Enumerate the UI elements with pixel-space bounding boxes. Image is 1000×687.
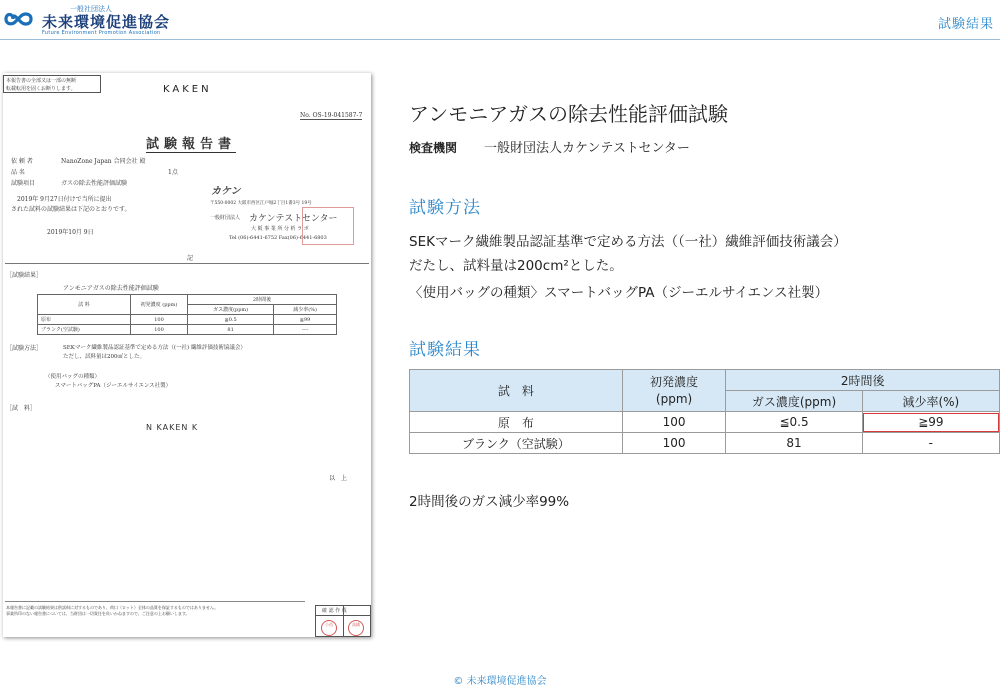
method-line: ただし、試料量は200㎠とした。 [63, 354, 145, 360]
approval-seal: 高橋 [348, 620, 364, 636]
org-name-english: Future Environment Promotion Association [42, 30, 161, 36]
infinity-logo-icon [4, 10, 38, 28]
report-brand: KAKEN [163, 84, 212, 95]
confirmation-box [315, 605, 371, 637]
cell-gas: 81 [726, 433, 862, 454]
cell-sample: ブランク（空試験） [410, 433, 623, 454]
result-table [409, 369, 1000, 454]
header-reduction-rate: 減少率(%) [862, 391, 999, 412]
cell-rate: - [862, 433, 999, 454]
product-value: 1点 [168, 169, 178, 176]
table-cell: ≦0.5 [188, 315, 274, 325]
cell-sample: 原 布 [410, 412, 623, 433]
lab-name: カケンテストセンター [249, 214, 338, 224]
header-after-2h: 2時間後 [726, 370, 1000, 391]
lab-address: 〒550-0002 大阪市西区江戸堀2丁目1番3号 19号 [210, 201, 312, 206]
header-initial [622, 370, 726, 412]
org-type-label: 一般社団法人 [70, 5, 112, 13]
lab-phone: Tel (06)-6441-6752 Fax(06)-6441-6803 [229, 235, 327, 241]
table-cell: ≧99 [274, 315, 337, 325]
item-value: ガスの除去性能評価試験 [61, 180, 128, 187]
page-title: アンモニアガスの除去性能評価試験 [409, 102, 728, 126]
approval-seal: 小西 [321, 620, 337, 636]
table-cell: 原布 [38, 315, 131, 325]
org-logo [4, 4, 171, 36]
cell-rate-highlighted: ≧99 [862, 412, 999, 433]
method-line: 〈使用バッグの種類〉スマートバッグPA（ジーエルサイエンス社製） [409, 285, 829, 301]
footnote-divider [5, 601, 305, 602]
method-line: SEKマーク繊維製品認証基準で定める方法（(一社) 繊維評価技術協議会） [63, 345, 246, 351]
method-line: SEKマーク繊維製品認証基準で定める方法（（一社）繊維評価技術議会） [409, 234, 847, 250]
notice-line: 転載転用を固くお断りします。 [6, 86, 76, 92]
notice-line: 本報告書の全部又は一部の無断 [6, 78, 77, 84]
lab-logo: カケン [211, 186, 241, 197]
method-heading: 試験方法 [409, 198, 481, 218]
sample-section-label: ［試 料］ [6, 405, 37, 412]
table-row [410, 412, 1000, 433]
intro-line: 2019年 9月27日付けで当所に提出 [17, 196, 112, 203]
method-section-label: ［試験方法］ [6, 345, 43, 352]
confirm-divider [343, 606, 344, 636]
th-initial: 初発濃度 (ppm) [131, 295, 188, 315]
result-section-label: ［試験結果］ [6, 272, 43, 279]
cell-initial: 100 [622, 412, 726, 433]
report-divider [5, 263, 369, 264]
table-cell: ブランク(空試験) [38, 325, 131, 335]
th-gas: ガス濃度(ppm) [188, 305, 274, 315]
footnote-line: 本報告書に記載の試験結果は供試料に対するものであり、荷口（ロット）全体の品質を保証するものではありません。 [6, 605, 219, 610]
footer-copyright: © 未来環境促進協会 [453, 676, 547, 687]
item-label: 試験項目 [11, 180, 36, 187]
inspection-org-value: 一般財団法人カケンテストセンター [484, 141, 690, 156]
table-row [38, 315, 337, 325]
company-stamp [302, 207, 354, 245]
requester-label: 依 頼 者 [11, 158, 33, 165]
method-line: だたし、試料量は200cm²とした。 [409, 258, 623, 274]
report-title: 試験報告書 [146, 133, 236, 153]
cell-initial: 100 [622, 433, 726, 454]
sample-tag: N KAKEN K [146, 423, 199, 432]
inspection-org-label: 検査機関 [409, 141, 458, 155]
header-gas-concentration: ガス濃度(ppm) [726, 391, 862, 412]
th-rate: 減少率(%) [274, 305, 337, 315]
header-initial-label: 初発濃度 [650, 374, 699, 389]
section-title: 試験結果 [937, 17, 994, 32]
confirm-label: 確 認 作 成 [322, 608, 347, 614]
product-label: 品 名 [11, 169, 25, 176]
table-row [38, 325, 337, 335]
test-report-image [3, 73, 371, 637]
bag-value: スマートバッグPA（ジーエルサイエンス社製） [55, 383, 172, 389]
lab-branch: 大 阪 事 業 所 分 析 ラ ボ [251, 226, 309, 232]
table-cell: ---- [274, 325, 337, 335]
header-sample: 試 料 [410, 370, 623, 412]
end-mark: 以 上 [329, 475, 348, 482]
requester-value: NanoZone Japan 合同会社 殿 [61, 158, 146, 165]
summary-text: 2時間後のガス減少率99% [409, 494, 570, 510]
th-after: 2時間後 [188, 295, 337, 305]
table-cell: 100 [131, 325, 188, 335]
result-heading: 試験結果 [409, 340, 481, 360]
report-number: No. OS-19-041587-7 [300, 112, 363, 119]
org-name: 未来環境促進協会 [42, 13, 171, 31]
ki-mark: 記 [187, 255, 194, 262]
footnote-line: 事業所印のない報告書については、当財団は一切責任を負いかねますので、ご注意の上お願いします。 [6, 611, 190, 616]
header-initial-unit: (ppm) [655, 391, 693, 406]
table-row [410, 433, 1000, 454]
report-result-table [37, 294, 337, 335]
lab-corp-type: 一般財団法人 [210, 215, 241, 221]
result-caption: アンモニアガスの除去性能評価試験 [63, 285, 159, 292]
table-cell: 100 [131, 315, 188, 325]
cell-gas: ≦0.5 [726, 412, 862, 433]
bag-label: （使用バッグの種類） [45, 374, 101, 380]
report-date: 2019年10月 9日 [47, 229, 94, 236]
header-divider [0, 39, 1000, 40]
intro-line: された試料の試験結果は下記のとおりです。 [11, 206, 131, 213]
copyright-notice-box [3, 75, 101, 93]
table-cell: 81 [188, 325, 274, 335]
th-sample: 試 料 [38, 295, 131, 315]
